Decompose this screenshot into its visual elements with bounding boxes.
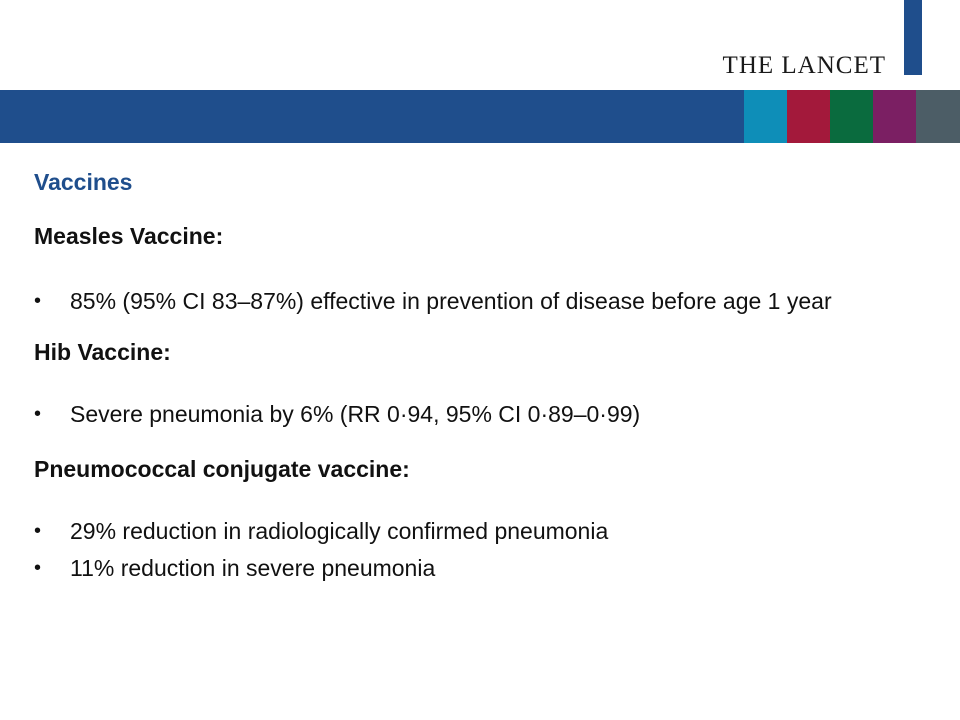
bullet-icon: •	[34, 557, 42, 579]
bullet-text: 11% reduction in severe pneumonia	[70, 555, 436, 581]
bullet-list	[34, 515, 934, 585]
bullet-icon: •	[34, 403, 42, 425]
bullet-list	[34, 285, 934, 318]
lancet-logo: THE LANCET	[722, 52, 886, 79]
section-pneumococcal	[34, 453, 934, 585]
section-measles	[34, 220, 934, 318]
section-heading: Hib Vaccine:	[34, 339, 171, 365]
color-swatch-5	[916, 90, 960, 143]
bullet-list	[34, 398, 934, 431]
list-item	[34, 398, 934, 431]
slide-title: Vaccines	[34, 169, 133, 195]
bullet-text: 29% reduction in radiologically confirmed pneumonia	[70, 518, 609, 544]
bullet-text: Severe pneumonia by 6% (RR 0·94, 95% CI 0·89–0·99)	[70, 401, 641, 427]
header-color-band	[0, 90, 960, 143]
list-item	[34, 285, 934, 318]
color-swatch-2	[787, 90, 830, 143]
header-band-main	[0, 90, 744, 143]
color-swatch-1	[744, 90, 787, 143]
section-heading: Measles Vaccine:	[34, 223, 224, 249]
logo-vertical-bar	[904, 0, 922, 75]
color-swatch-3	[830, 90, 873, 143]
list-item	[34, 515, 934, 548]
bullet-icon: •	[34, 520, 42, 542]
section-hib	[34, 336, 934, 431]
bullet-text: 85% (95% CI 83–87%) effective in prevention of disease before age 1 year	[70, 288, 832, 314]
bullet-icon: •	[34, 290, 42, 312]
section-heading: Pneumococcal conjugate vaccine:	[34, 456, 410, 482]
list-item	[34, 552, 934, 585]
slide-content	[34, 166, 934, 585]
color-swatch-4	[873, 90, 916, 143]
